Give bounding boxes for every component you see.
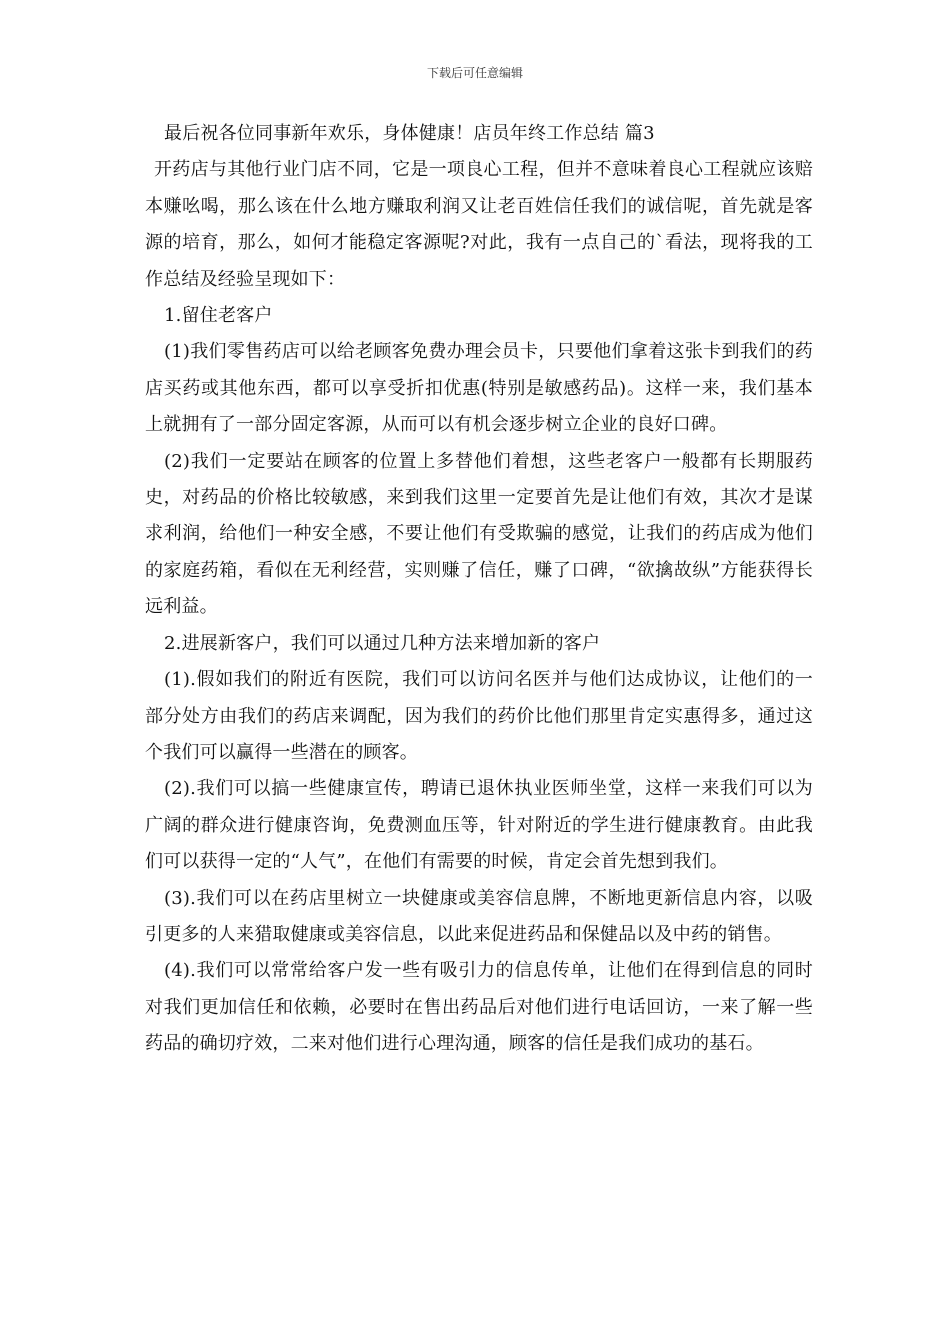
paragraph-customer-perspective: (2)我们一定要站在顾客的位置上多替他们着想，这些老客户一般都有长期服药史，对药品的价格比较敏感，来到我们这里一定要首先是让他们有效，其次才是谋求利润，给他们一种安全感，不要让他们有受欺骗的感觉，让我们的药店成为他们的家庭药箱，看似在无利经营，实则赚了信任，赚了口碑，“欲擒故纵”方能获得长远利益。 bbox=[145, 450, 813, 618]
paragraph-membership-card: (1)我们零售药店可以给老顾客免费办理会员卡，只要他们拿着这张卡到我们的药店买药或其他东西，都可以享受折扣优惠(特别是敏感药品)。这样一来，我们基本上就拥有了一部分固定客源，从而可以有机会逐步树立企业的良好口碑。 bbox=[145, 341, 813, 436]
paragraph-flyers: (4).我们可以常常给客户发一些有吸引力的信息传单，让他们在得到信息的同时对我们更加信任和依赖，必要时在售出药品后对他们进行电话回访，一来了解一些药品的确切疗效，二来对他们进行心理沟通，顾客的信任是我们成功的基石。 bbox=[145, 960, 813, 1055]
section-heading-new-customers: 2.进展新客户，我们可以通过几种方法来增加新的客户 bbox=[164, 632, 601, 654]
page-header-note: 下载后可任意编辑 bbox=[426, 66, 523, 80]
paragraph-hospital-cooperation: (1).假如我们的附近有医院，我们可以访问名医并与他们达成协议，让他们的一部分处方由我们的药店来调配，因为我们的药价比他们那里肯定实惠得多，通过这个我们可以赢得一些潜在的顾客。 bbox=[145, 669, 813, 763]
document-body bbox=[145, 116, 813, 1063]
paragraph-info-board: (3).我们可以在药店里树立一块健康或美容信息牌，不断地更新信息内容，以吸引更多的人来猎取健康或美容信息，以此来促进药品和保健品以及中药的销售。 bbox=[145, 887, 813, 945]
paragraph-health-promotion: (2).我们可以搞一些健康宣传，聘请已退休执业医师坐堂，这样一来我们可以为广阔的群众进行健康咨询，免费测血压等，针对附近的学生进行健康教育。由此我们可以获得一定的“人气”，在他们有需要的时候，肯定会首先想到我们。 bbox=[145, 778, 813, 873]
closing-and-title-line: 最后祝各位同事新年欢乐，身体健康！店员年终工作总结 篇3 bbox=[164, 123, 655, 144]
section-heading-retain-customers: 1.留住老客户 bbox=[164, 305, 273, 327]
intro-paragraph: 开药店与其他行业门店不同，它是一项良心工程，但并不意味着良心工程就应该赔本赚吆喝，那么该在什么地方赚取利润又让老百姓信任我们的诚信呢，首先就是客源的培育，那么，如何才能稳定客源呢?对此，我有一点自己的`看法，现将我的工作总结及经验呈现如下： bbox=[145, 159, 813, 290]
